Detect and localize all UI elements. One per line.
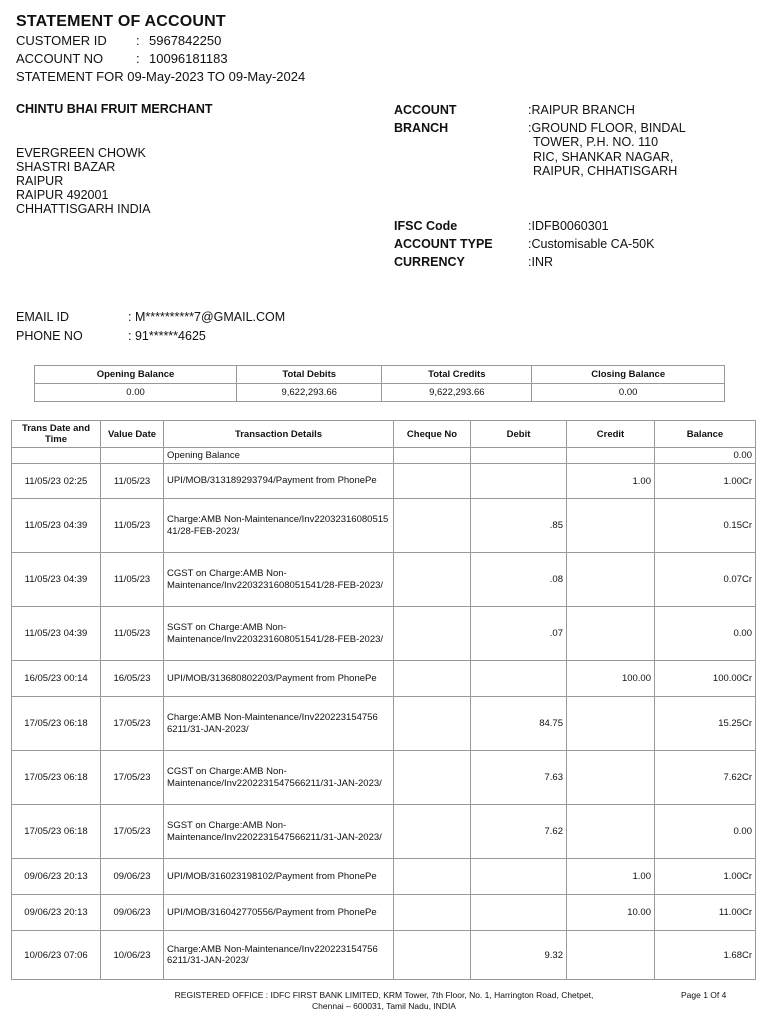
cell-value-date: 11/05/23 [101, 553, 164, 607]
cell-credit [567, 448, 655, 464]
balance-summary-table [34, 365, 725, 402]
cell-balance: 11.00Cr [655, 895, 756, 931]
statement-title: STATEMENT OF ACCOUNT [16, 13, 226, 30]
account-label: ACCOUNT [394, 103, 457, 117]
cell-credit [567, 553, 655, 607]
cell-cheque [394, 553, 471, 607]
branch-line: RIC, SHANKAR NAGAR, [533, 150, 674, 164]
cell-value-date: 16/05/23 [101, 661, 164, 697]
cell-date: 11/05/23 02:25 [12, 464, 101, 499]
cell-value-date: 09/06/23 [101, 895, 164, 931]
account-no-label: ACCOUNT NO [16, 51, 104, 66]
table-row [12, 553, 756, 607]
cell-value-date: 17/05/23 [101, 805, 164, 859]
branch-label: BRANCH [394, 121, 449, 135]
colon: : [136, 33, 140, 48]
column-header: Cheque No [394, 421, 471, 448]
cell-credit: 1.00 [567, 464, 655, 499]
total-credits-value: 9,622,293.66 [382, 384, 532, 402]
cell-debit [471, 895, 567, 931]
cell-details: CGST on Charge:AMB Non-Maintenance/Inv220223154756​6211/31-JAN-2023/ [164, 751, 394, 805]
cell-credit [567, 697, 655, 751]
currency-value: :INR [528, 255, 553, 269]
cell-cheque [394, 805, 471, 859]
cell-credit [567, 931, 655, 980]
cell-value-date: 11/05/23 [101, 499, 164, 553]
summary-header: Total Debits [237, 366, 382, 384]
address-line: RAIPUR [16, 174, 64, 188]
cell-value-date: 17/05/23 [101, 697, 164, 751]
opening-balance-value: 0.00 [35, 384, 237, 402]
summary-header: Opening Balance [35, 366, 237, 384]
cell-balance: 1.68Cr [655, 931, 756, 980]
address-line: EVERGREEN CHOWK [16, 146, 146, 160]
statement-period: STATEMENT FOR 09-May-2023 TO 09-May-2024 [16, 69, 306, 84]
cell-balance: 0.00 [655, 805, 756, 859]
table-row [12, 499, 756, 553]
cell-details: Opening Balance [164, 448, 394, 464]
cell-cheque [394, 464, 471, 499]
closing-balance-value: 0.00 [532, 384, 725, 402]
phone-label: PHONE NO [16, 329, 83, 343]
ifsc-label: IFSC Code [394, 219, 458, 233]
account-type-label: ACCOUNT TYPE [394, 237, 493, 251]
cell-date: 09/06/23 20:13 [12, 895, 101, 931]
cell-date: 11/05/23 04:39 [12, 553, 101, 607]
email-value: : M**********7@GMAIL.COM [128, 310, 286, 324]
cell-cheque [394, 751, 471, 805]
cell-debit [471, 464, 567, 499]
table-row [12, 661, 756, 697]
customer-id-value: 5967842250 [149, 33, 222, 48]
cell-balance: 100.00Cr [655, 661, 756, 697]
total-debits-value: 9,622,293.66 [237, 384, 382, 402]
cell-details: CGST on Charge:AMB Non-Maintenance/Inv22032316080515​41/28-FEB-2023/ [164, 553, 394, 607]
cell-debit: 7.62 [471, 805, 567, 859]
cell-balance: 1.00Cr [655, 859, 756, 895]
cell-cheque [394, 931, 471, 980]
cell-cheque [394, 859, 471, 895]
cell-cheque [394, 697, 471, 751]
cell-debit: 84.75 [471, 697, 567, 751]
table-row [12, 805, 756, 859]
cell-balance: 15.25Cr [655, 697, 756, 751]
footer-line: Chennai – 600031, Tamil Nadu, INDIA [312, 1001, 456, 1011]
cell-details: SGST on Charge:AMB Non-Maintenance/Inv22032316080515​41/28-FEB-2023/ [164, 607, 394, 661]
cell-debit: .07 [471, 607, 567, 661]
cell-date: 17/05/23 06:18 [12, 697, 101, 751]
cell-balance: 7.62Cr [655, 751, 756, 805]
address-line: SHASTRI BAZAR [16, 160, 116, 174]
cell-debit [471, 661, 567, 697]
cell-balance: 0.15Cr [655, 499, 756, 553]
column-header: Debit [471, 421, 567, 448]
cell-balance: 0.07Cr [655, 553, 756, 607]
branch-line: :GROUND FLOOR, BINDAL [528, 121, 686, 135]
phone-value: : 91******4625 [128, 329, 206, 343]
cell-debit: 9.32 [471, 931, 567, 980]
cell-balance: 0.00 [655, 607, 756, 661]
table-row [12, 448, 756, 464]
cell-balance: 1.00Cr [655, 464, 756, 499]
cell-date: 09/06/23 20:13 [12, 859, 101, 895]
cell-value-date: 11/05/23 [101, 464, 164, 499]
cell-date [12, 448, 101, 464]
table-row [12, 895, 756, 931]
cell-credit: 10.00 [567, 895, 655, 931]
column-header: Balance [655, 421, 756, 448]
cell-value-date: 11/05/23 [101, 607, 164, 661]
cell-cheque [394, 607, 471, 661]
cell-details: UPI/MOB/313189293794/Payment from PhonePe [164, 464, 394, 499]
cell-debit: .85 [471, 499, 567, 553]
table-row [12, 859, 756, 895]
column-header: Value Date [101, 421, 164, 448]
cell-debit [471, 448, 567, 464]
cell-details: UPI/MOB/316042770556/Payment from PhonePe [164, 895, 394, 931]
cell-date: 17/05/23 06:18 [12, 751, 101, 805]
address-line: RAIPUR 492001 [16, 188, 109, 202]
cell-details: UPI/MOB/316023198102/Payment from PhonePe [164, 859, 394, 895]
cell-cheque [394, 499, 471, 553]
table-row [12, 697, 756, 751]
transactions-table [11, 420, 756, 980]
cell-date: 17/05/23 06:18 [12, 805, 101, 859]
cell-credit: 100.00 [567, 661, 655, 697]
footer-line: REGISTERED OFFICE : IDFC FIRST BANK LIMITED, KRM Tower, 7th Floor, No. 1, Harrington Road, Chetpet, [174, 990, 594, 1000]
cell-debit [471, 859, 567, 895]
table-row [12, 751, 756, 805]
cell-details: Charge:AMB Non-Maintenance/Inv220223154756​6211/31-JAN-2023/ [164, 931, 394, 980]
cell-credit [567, 805, 655, 859]
colon: : [136, 51, 140, 66]
cell-value-date: 17/05/23 [101, 751, 164, 805]
cell-debit: .08 [471, 553, 567, 607]
column-header: Trans Date and Time [12, 421, 101, 448]
summary-header: Closing Balance [532, 366, 725, 384]
cell-details: SGST on Charge:AMB Non-Maintenance/Inv220223154756​6211/31-JAN-2023/ [164, 805, 394, 859]
cell-cheque [394, 895, 471, 931]
cell-debit: 7.63 [471, 751, 567, 805]
cell-balance: 0.00 [655, 448, 756, 464]
cell-credit [567, 499, 655, 553]
cell-date: 10/06/23 07:06 [12, 931, 101, 980]
cell-credit [567, 751, 655, 805]
cell-details: UPI/MOB/313680802203/Payment from PhonePe [164, 661, 394, 697]
cell-date: 11/05/23 04:39 [12, 499, 101, 553]
cell-date: 16/05/23 00:14 [12, 661, 101, 697]
branch-line: RAIPUR, CHHATISGARH [533, 164, 678, 178]
registered-office-footer [0, 990, 768, 1012]
table-row [12, 464, 756, 499]
account-type-value: :Customisable CA-50K [528, 237, 655, 251]
branch-line: TOWER, P.H. NO. 110 [533, 135, 659, 149]
customer-id-label: CUSTOMER ID [16, 33, 107, 48]
account-no-value: 10096181183 [149, 51, 228, 66]
cell-value-date: 10/06/23 [101, 931, 164, 980]
cell-credit [567, 607, 655, 661]
table-row [12, 607, 756, 661]
cell-value-date: 09/06/23 [101, 859, 164, 895]
cell-cheque [394, 448, 471, 464]
cell-credit: 1.00 [567, 859, 655, 895]
page-number: Page 1 Of 4 [681, 990, 727, 1000]
cell-value-date [101, 448, 164, 464]
cell-cheque [394, 661, 471, 697]
currency-label: CURRENCY [394, 255, 465, 269]
address-line: CHHATTISGARH INDIA [16, 202, 151, 216]
cell-details: Charge:AMB Non-Maintenance/Inv220223154756​6211/31-JAN-2023/ [164, 697, 394, 751]
email-label: EMAIL ID [16, 310, 70, 324]
account-value: :RAIPUR BRANCH [528, 103, 635, 117]
column-header: Credit [567, 421, 655, 448]
cell-date: 11/05/23 04:39 [12, 607, 101, 661]
column-header: Transaction Details [164, 421, 394, 448]
ifsc-value: :IDFB0060301 [528, 219, 609, 233]
account-holder-name: CHINTU BHAI FRUIT MERCHANT [16, 102, 213, 116]
cell-details: Charge:AMB Non-Maintenance/Inv22032316080515​41/28-FEB-2023/ [164, 499, 394, 553]
summary-header: Total Credits [382, 366, 532, 384]
table-row [12, 931, 756, 980]
